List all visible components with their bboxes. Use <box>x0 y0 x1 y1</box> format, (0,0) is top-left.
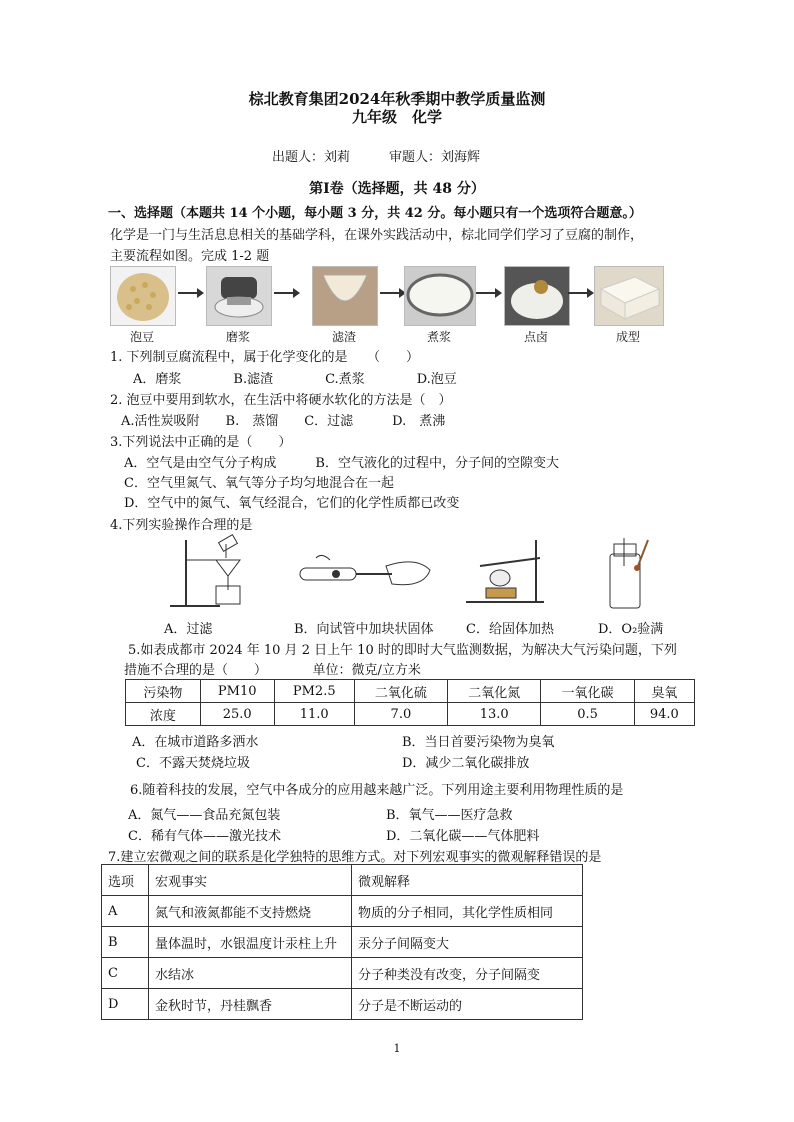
table-cell: 7.0 <box>354 703 447 726</box>
tofu-image <box>594 266 664 326</box>
intro-line-2: 主要流程如图。完成 1-2 题 <box>110 249 270 264</box>
q7-stem: 7.建立宏微观之间的联系是化学独特的思维方式。对下列宏观事实的微观解释错误的是 <box>108 850 602 865</box>
authors: 出题人：刘莉 审题人：刘海辉 <box>272 150 481 165</box>
page-number: 1 <box>393 1042 401 1055</box>
q3-option-d: D．空气中的氮气、氧气经混合，它们的化学性质都已改变 <box>124 496 460 511</box>
table-cell: 污染物 <box>126 680 201 703</box>
arrow-icon <box>178 292 202 294</box>
table-cell: B <box>102 927 149 958</box>
q2-options: A.活性炭吸附 B. 蒸馏 C．过滤 D. 煮沸 <box>121 414 446 429</box>
table-row <box>102 865 583 896</box>
filtering-image <box>312 266 378 326</box>
q1-stem: 1. 下列制豆腐流程中，属于化学变化的是 （ ） <box>110 350 420 365</box>
table-cell: 量体温时，水银温度计汞柱上升 <box>149 927 352 958</box>
q6-option-c: C．稀有气体——激光技术 <box>128 829 281 844</box>
table-cell: 金秋时节，丹桂飘香 <box>149 989 352 1020</box>
heating-apparatus-image <box>460 536 550 610</box>
table-cell: 臭氧 <box>634 680 694 703</box>
soaking-beans-image <box>110 266 176 326</box>
q3-option-ab: A．空气是由空气分子构成 B．空气液化的过程中，分子间的空隙变大 <box>124 456 559 471</box>
test-tube-image <box>296 548 436 602</box>
table-row <box>102 896 583 927</box>
table-cell: A <box>102 896 149 927</box>
table-row <box>126 680 695 703</box>
table-cell: 94.0 <box>634 703 694 726</box>
q6-option-a: A．氮气——食品充氮包装 <box>128 808 281 823</box>
arrow-icon <box>274 292 298 294</box>
table-row <box>102 927 583 958</box>
table-cell: 二氧化氮 <box>448 680 541 703</box>
table-cell: 宏观事实 <box>149 865 352 896</box>
table-cell: PM10 <box>200 680 274 703</box>
q4-option-d: D．O₂验满 <box>598 622 664 637</box>
q6-option-b: B．氧气——医疗急救 <box>386 808 513 823</box>
intro-line-1: 化学是一门与生活息息相关的基础学科，在课外实践活动中，棕北同学们学习了豆腐的制作， <box>110 228 644 243</box>
step-label: 滤渣 <box>331 330 356 344</box>
section-heading: 一、选择题（本题共 14 个小题，每小题 3 分，共 42 分。每小题只有一个选项符合题意。） <box>108 206 642 221</box>
q5-stem-1: 5.如表成都市 2024 年 10 月 2 日上午 10 时的即时大气监测数据，为解决大气污染问题，下列 <box>128 643 677 658</box>
grinding-image <box>206 266 272 326</box>
q5-option-b: B．当日首要污染物为臭氧 <box>402 735 555 750</box>
table-cell: 0.5 <box>541 703 634 726</box>
table-cell: 分子种类没有改变，分子间隔变 <box>352 958 583 989</box>
table-cell: 25.0 <box>200 703 274 726</box>
table-cell: 物质的分子相同，其化学性质相同 <box>352 896 583 927</box>
q5-stem-2: 措施不合理的是（ ） 单位：微克/立方米 <box>124 663 421 678</box>
step-label: 煮浆 <box>426 330 451 344</box>
q4-option-b: B．向试管中加块状固体 <box>294 622 434 637</box>
q4-option-c: C．给固体加热 <box>466 622 554 637</box>
table-cell: 微观解释 <box>352 865 583 896</box>
table-cell: 氮气和液氮都能不支持燃烧 <box>149 896 352 927</box>
coagulating-image <box>504 266 570 326</box>
q5-option-c: C．不露天焚烧垃圾 <box>136 756 250 771</box>
pollution-table <box>125 679 695 726</box>
table-cell: D <box>102 989 149 1020</box>
q6-option-d: D．二氧化碳——气体肥料 <box>386 829 540 844</box>
q6-stem: 6.随着科技的发展，空气中各成分的应用越来越广泛。下列用途主要利用物理性质的是 <box>130 783 624 798</box>
table-cell: 选项 <box>102 865 149 896</box>
arrow-icon <box>568 292 592 294</box>
q3-stem: 3.下列说法中正确的是（ ） <box>110 435 292 450</box>
table-cell: 11.0 <box>274 703 354 726</box>
oxygen-test-image <box>604 536 654 616</box>
table-cell: C <box>102 958 149 989</box>
arrow-icon <box>380 292 404 294</box>
filtration-apparatus-image <box>160 534 260 614</box>
arrow-icon <box>476 292 500 294</box>
exam-title: 棕北教育集团2024年秋季期中教学质量监测 <box>248 90 546 108</box>
step-label: 磨浆 <box>225 330 250 344</box>
q5-option-a: A．在城市道路多洒水 <box>132 735 259 750</box>
step-label: 泡豆 <box>129 330 154 344</box>
table-cell: 水结冰 <box>149 958 352 989</box>
section-title: 第Ⅰ卷（选择题，共 48 分） <box>309 181 485 197</box>
table-cell: 浓度 <box>126 703 201 726</box>
table-cell: PM2.5 <box>274 680 354 703</box>
table-row <box>102 958 583 989</box>
micro-macro-table <box>101 864 583 1020</box>
q4-stem: 4.下列实验操作合理的是 <box>110 518 253 533</box>
q4-option-a: A．过滤 <box>164 622 213 637</box>
grade-subject: 九年级 化学 <box>351 108 442 126</box>
step-label: 成型 <box>615 330 640 344</box>
q2-stem: 2. 泡豆中要用到软水，在生活中将硬水软化的方法是（ ） <box>110 393 452 408</box>
table-cell: 一氧化碳 <box>541 680 634 703</box>
table-cell: 分子是不断运动的 <box>352 989 583 1020</box>
q1-options: A．磨浆 B.滤渣 C.煮浆 D.泡豆 <box>133 372 457 387</box>
q5-option-d: D．减少二氧化碳排放 <box>402 756 530 771</box>
q3-option-c: C．空气里氮气、氧气等分子均匀地混合在一起 <box>124 476 394 491</box>
table-cell: 汞分子间隔变大 <box>352 927 583 958</box>
table-row <box>126 703 695 726</box>
table-cell: 二氧化硫 <box>354 680 447 703</box>
table-cell: 13.0 <box>448 703 541 726</box>
step-label: 点卤 <box>523 330 548 344</box>
table-row <box>102 989 583 1020</box>
boiling-image <box>404 266 476 326</box>
